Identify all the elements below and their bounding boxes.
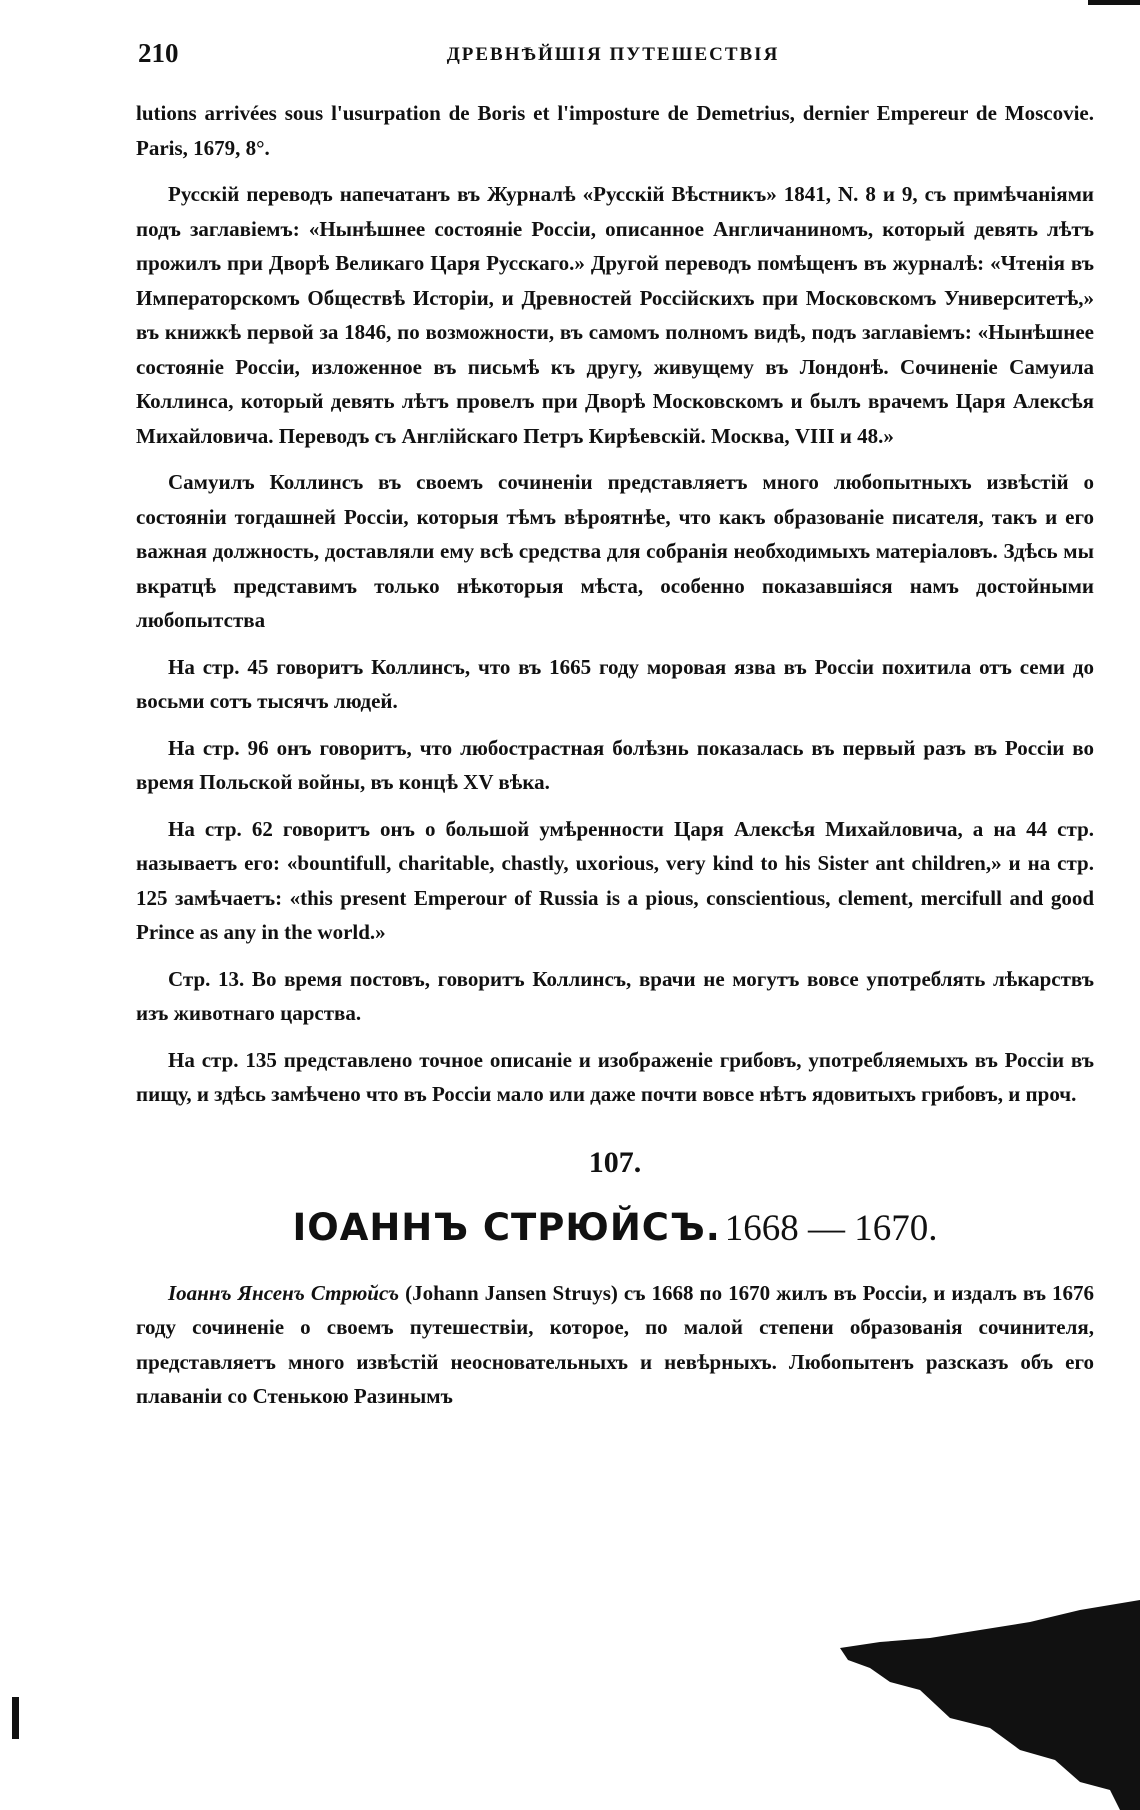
margin-mark [12,1697,19,1739]
paragraph-page-13: Стр. 13. Во время постовъ, говоритъ Коллинсъ, врачи не могутъ вовсе употреблять лѣкарствъ изъ животнаго царства. [136,966,1094,1025]
section-title-dates: 1668 — 1670. [724,1207,938,1249]
paragraph-collins-overview: Самуилъ Коллинсъ въ своемъ сочиненіи представляетъ много любопытныхъ извѣстій о состояніи тогдашней Россіи, которыя тѣмъ вѣроятнѣе, что какъ образованіе писателя, такъ и его важная должность, доставляли ему всѣ средства для собранія необходимыхъ матеріаловъ. Здѣсь мы вкратцѣ представимъ только нѣкоторыя мѣста, особенно показавшіяся намъ достойными любопытства [136,470,1094,632]
paragraph-page-96: На стр. 96 онъ говоритъ, что любострастная болѣзнь показалась въ первый разъ въ Россіи во время Польской войны, въ концѣ XV вѣка. [136,735,1094,794]
section-title-name: ІОАННЪ СТРЮЙСЪ. [292,1205,721,1249]
page-body [136,96,1094,1414]
ink-blot [840,1600,1140,1810]
paragraph-page-62: На стр. 62 говоритъ онъ о большой умѣренности Царя Алексѣя Михайловича, а на 44 стр. называетъ его: «bountifull, charitable, chastly, uxorious, very kind to his Sister ant children,» и на стр. 125 замѣчаетъ: «this present Emperour of Russia is a pious, conscientious, clement, mercifull and good Prince as any in the world.» [136,816,1094,944]
page-number: 210 [138,38,179,68]
section-title [136,1206,1094,1250]
running-title: ДРЕВНѢЙШІЯ ПУТЕШЕСТВІЯ [446,44,780,65]
scan-edge-mark [1088,0,1140,5]
section-number: 107. [588,1145,642,1179]
paragraph-citation-continuation: lutions arrivées sous l'usurpation de Boris et l'imposture de Demetrius, dernier Empereur de Moscovie. Paris, 1679, 8°. [136,101,1094,160]
paragraph-page-135: На стр. 135 представлено точное описаніе и изображеніе грибовъ, употребляемыхъ въ Россіи въ пищу, и здѣсь замѣчено что въ Россіи мало или даже почти вовсе нѣтъ ядовитыхъ грибовъ, и проч. [136,1047,1094,1106]
author-name-italic: Іоаннъ Янсенъ Стрюйсъ [168,1280,400,1305]
page-header [138,38,1088,78]
intro-text: (Johann Jansen Struys) съ 1668 по 1670 жилъ въ Россіи, и издалъ въ 1676 году сочиненіе о своемъ путешествіи, которое, по малой степени образованія сочинителя, представляетъ много извѣстій неосновательныхъ и невѣрныхъ. Любопытенъ разсказъ объ его плаваніи со Стенькою Разинымъ [136,1280,1094,1408]
paragraph-russian-translation: Русскій переводъ напечатанъ въ Журналѣ «Русскій Вѣстникъ» 1841, N. 8 и 9, съ примѣчаніями подъ заглавіемъ: «Нынѣшнее состояніе Россіи, описанное Англичаниномъ, который девять лѣтъ прожилъ при Дворѣ Великаго Царя Русскаго.» Другой переводъ помѣщенъ въ журналѣ: «Чтенія въ Императорскомъ Обществѣ Исторіи, и Древностей Россійскихъ при Московскомъ Университетѣ,» въ книжкѣ первой за 1846, по возможности, въ самомъ полномъ видѣ, подъ заглавіемъ: «Нынѣшнее состояніе Россіи, изложенное въ письмѣ къ другу, живущему въ Лондонѣ. Сочиненіе Самуила Коллинса, который девять лѣтъ провелъ при Дворѣ Московскомъ и былъ врачемъ Царя Алексѣя Михайловича. Переводъ съ Англійскаго Петръ Кирѣевскій. Москва, VIII и 48.» [136,182,1094,448]
paragraph-page-45: На стр. 45 говоритъ Коллинсъ, что въ 1665 году моровая язва въ Россіи похитила отъ семи до восьми сотъ тысячъ людей. [136,654,1094,713]
paragraph-struys-intro [136,1276,1094,1414]
